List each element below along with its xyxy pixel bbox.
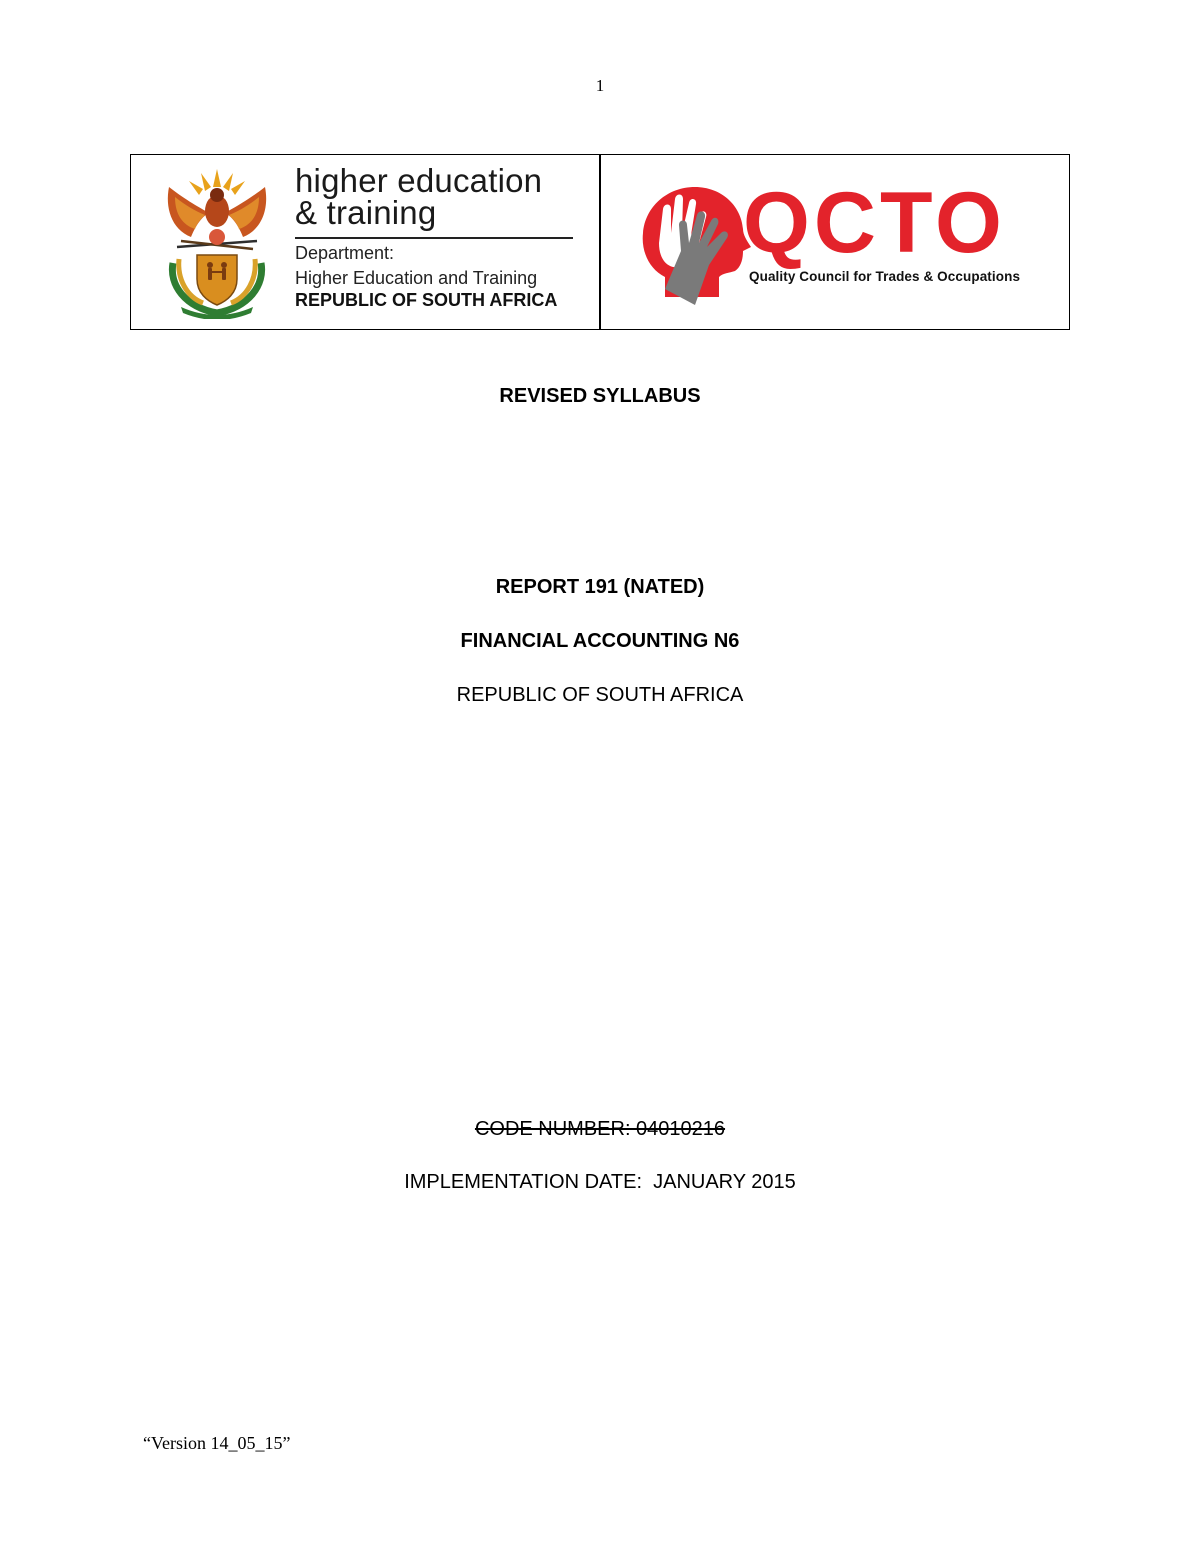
dhet-department-name: Higher Education and Training (295, 268, 538, 288)
coat-of-arms-icon (161, 167, 273, 319)
document-heading: REVISED SYLLABUS (499, 385, 701, 407)
dhet-brand-line-2: & training (295, 194, 437, 231)
implementation-date: IMPLEMENTATION DATE: JANUARY 2015 (404, 1171, 796, 1193)
page-number: 1 (595, 76, 605, 95)
version-footer: “Version 14_05_15” (143, 1433, 291, 1453)
code-number: CODE NUMBER: 04010216 (474, 1118, 726, 1140)
dhet-wordmark (295, 162, 585, 311)
logo-header-table (130, 154, 1070, 330)
qcto-logo-cell (601, 155, 1069, 329)
qcto-full-name: Quality Council for Trades & Occupations (749, 269, 1021, 284)
dhet-divider (295, 237, 573, 239)
country-line: REPUBLIC OF SOUTH AFRICA (456, 684, 744, 706)
subject-title: FINANCIAL ACCOUNTING N6 (460, 630, 740, 652)
dhet-department-label: Department: (295, 243, 395, 263)
dhet-brand-line-1: higher education (295, 162, 543, 199)
report-number: REPORT 191 (NATED) (495, 576, 705, 598)
dhet-logo-cell (131, 155, 601, 329)
dhet-country: REPUBLIC OF SOUTH AFRICA (295, 290, 558, 310)
qcto-acronym: QCTO (743, 175, 1006, 271)
